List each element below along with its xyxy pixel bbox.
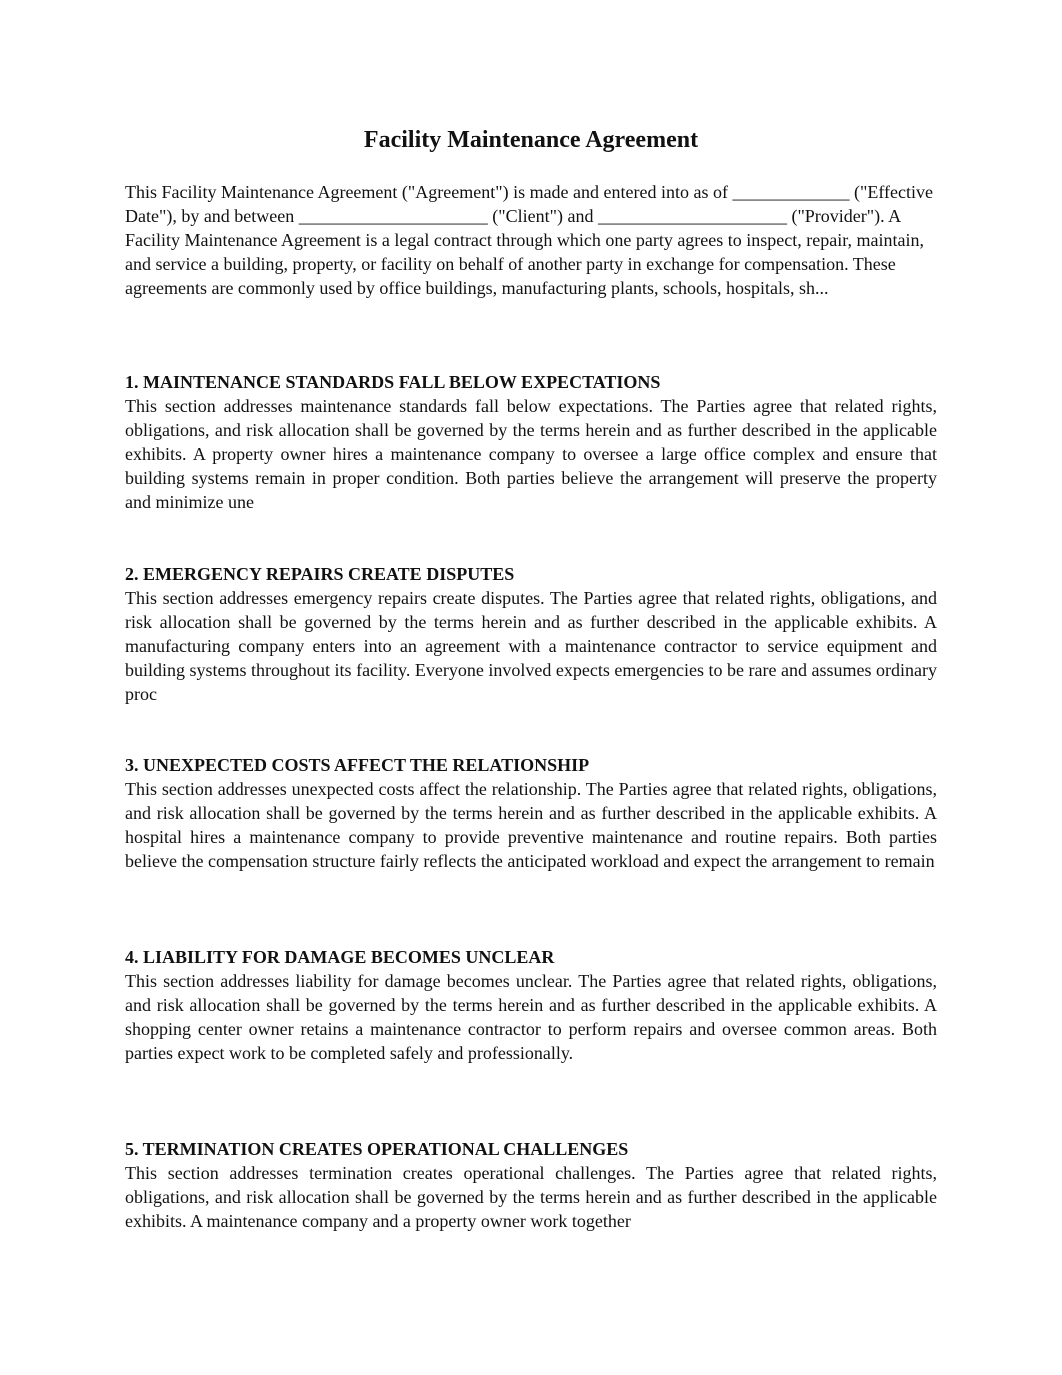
section-emergency-repairs: [125, 562, 937, 706]
section-heading: 5. TERMINATION CREATES OPERATIONAL CHALLENGES: [125, 1139, 629, 1159]
section-body: This section addresses emergency repairs create disputes. The Parties agree that related rights, obligations, and risk allocation shall be governed by the terms herein and as further described in the applicable exhibits. A manufacturing company enters into an agreement with a maintenance contractor to service equipment and building systems throughout its facility. Everyone involved expects emergencies to be rare and assumes ordinary proc: [125, 588, 937, 704]
intro-paragraph: This Facility Maintenance Agreement ("Agreement") is made and entered into as of _____________ ("Effective Date"), by and between _____________________ ("Client") and _____________________ ("Provider"). A Facility Maintenance Agreement is a legal contract through which one party agrees to inspect, repair, maintain, and service a building, property, or facility on behalf of another party in exchange for compensation. These agreements are commonly used by office buildings, manufacturing plants, schools, hospitals, sh...: [125, 182, 933, 298]
section-body: This section addresses unexpected costs affect the relationship. The Parties agree that related rights, obligations, and risk allocation shall be governed by the terms herein and as further described in the applicable exhibits. A hospital hires a maintenance company to provide preventive maintenance and routine repairs. Both parties believe the compensation structure fairly reflects the anticipated workload and expect the arrangement to remain: [125, 779, 937, 871]
section-body: This section addresses liability for damage becomes unclear. The Parties agree that related rights, obligations, and risk allocation shall be governed by the terms herein and as further described in the applicable exhibits. A shopping center owner retains a maintenance contractor to perform repairs and oversee common areas. Both parties expect work to be completed safely and professionally.: [125, 971, 937, 1063]
section-unexpected-costs: [125, 753, 937, 873]
section-maintenance-standards: [125, 370, 937, 514]
section-heading: 3. UNEXPECTED COSTS AFFECT THE RELATIONSHIP: [125, 755, 590, 775]
section-termination: [125, 1137, 937, 1233]
section-heading: 2. EMERGENCY REPAIRS CREATE DISPUTES: [125, 564, 515, 584]
section-heading: 1. MAINTENANCE STANDARDS FALL BELOW EXPECTATIONS: [125, 372, 661, 392]
document-title: Facility Maintenance Agreement: [363, 127, 699, 153]
section-liability-for-damage: [125, 945, 937, 1065]
section-body: This section addresses termination creates operational challenges. The Parties agree that related rights, obligations, and risk allocation shall be governed by the terms herein and as further described in the applicable exhibits. A maintenance company and a property owner work together: [125, 1163, 937, 1231]
section-heading: 4. LIABILITY FOR DAMAGE BECOMES UNCLEAR: [125, 947, 555, 967]
section-body: This section addresses maintenance standards fall below expectations. The Parties agree that related rights, obligations, and risk allocation shall be governed by the terms herein and as further described in the applicable exhibits. A property owner hires a maintenance company to oversee a large office complex and ensure that building systems remain in proper condition. Both parties believe the arrangement will preserve the property and minimize une: [125, 396, 937, 512]
